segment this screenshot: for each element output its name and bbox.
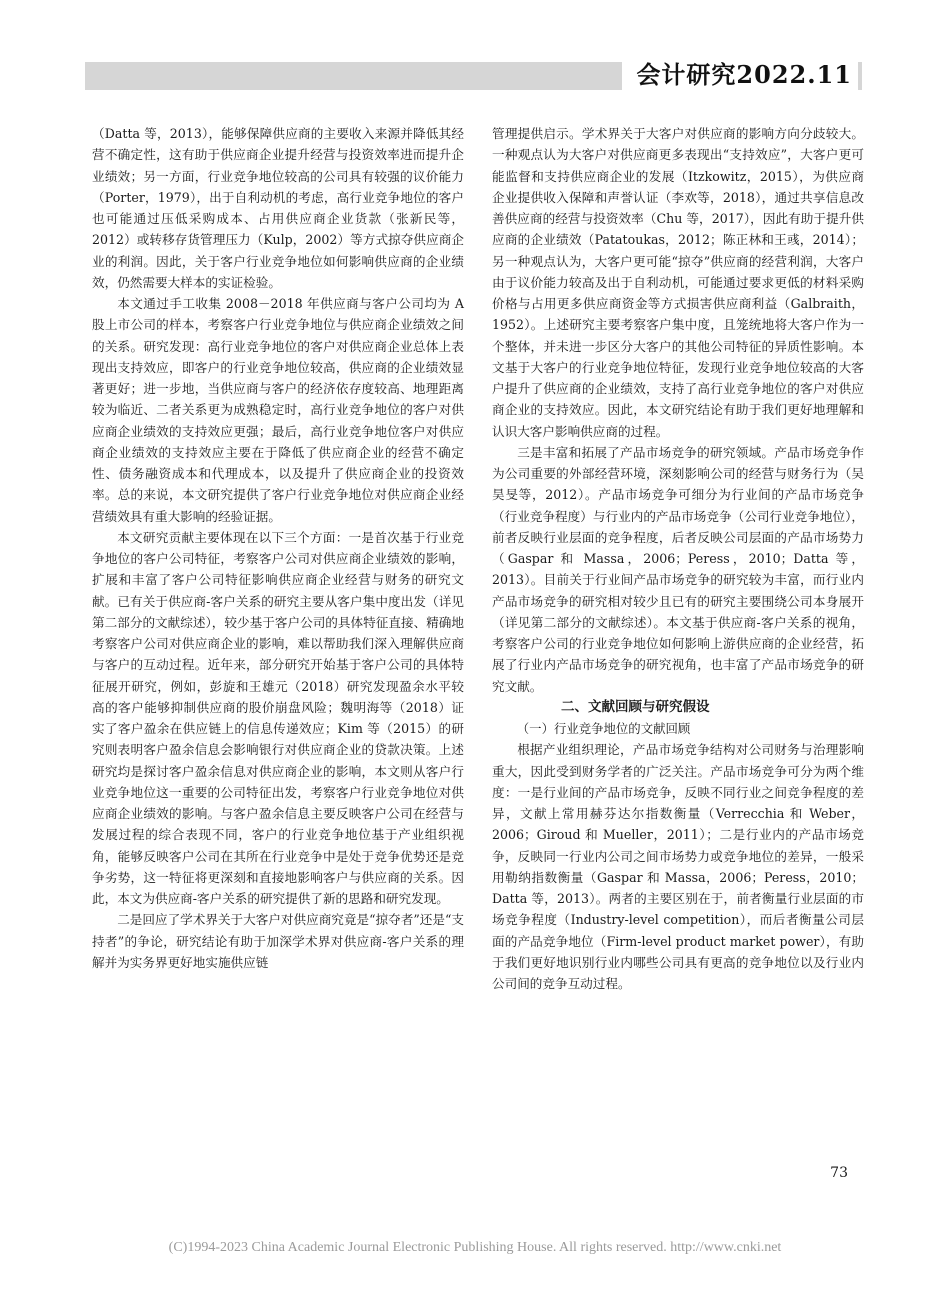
paragraph: （Datta 等，2013），能够保障供应商的主要收入来源并降低其经营不确定性，这有助于供应商企业提升经营与投资效率进而提升企业绩效；另一方面，行业竞争地位较高的公司具有较强的议价能力（Porter，1979），出于自利动机的考虑，高行业竞争地位的客户也可能通过压低采购成本、占用供应商企业货款（张新民等，2012）或转移存货管理压力（Kulp，2002）等方式掠夺供应商企业的利润。因此，关于客户行业竞争地位如何影响供应商的企业绩效，仍然需要大样本的实证检验。 (92, 126, 464, 290)
page-number: 73 (830, 1165, 848, 1181)
paragraph: 本文通过手工收集 2008－2018 年供应商与客户公司均为 A 股上市公司的样本，考察客户行业竞争地位与供应商企业绩效之间的关系。研究发现：高行业竞争地位的客户对供应商企业总体上表现出支持效应，即客户的行业竞争地位较高，供应商的企业绩效显著更好；进一步地，当供应商与客户的经济依存度较高、地理距离较为临近、二者关系更为成熟稳定时，高行业竞争地位的客户对供应商企业绩效的支持效应更强；最后，高行业竞争地位客户对供应商企业绩效的支持效应主要在于降低了供应商企业的经营不确定性、债务融资成本和代理成本，以及提升了供应商企业的投资效率。总的来说，本文研究提供了客户行业竞争地位对供应商企业经营绩效具有重大影响的经验证据。 (92, 296, 464, 524)
paragraph: 管理提供启示。学术界关于大客户对供应商的影响方向分歧较大。一种观点认为大客户对供应商更多表现出“支持效应”，大客户更可能监督和支持供应商企业的发展（Itzkowitz，2015），为供应商企业提供收入保障和声誉认证（李欢等，2018），通过共享信息改善供应商的经营与投资效率（Chu 等，2017），因此有助于提升供应商的企业绩效（Patatoukas，2012；陈正林和王彧，2014）；另一种观点认为，大客户更可能“掠夺”供应商的经营利润，大客户由于议价能力较高及出于自利动机，可能通过要求更低的材料采购价格与占用更多供应商资金等方式损害供应商利益（Galbraith，1952）。上述研究主要考察客户集中度，且笼统地将大客户作为一个整体，并未进一步区分大客户的其他公司特征的异质性影响。本文基于大客户的行业竞争地位特征，发现行业竞争地位较高的大客户提升了供应商的企业绩效，支持了高行业竞争地位的客户对供应商企业的支持效应。因此，本文研究结论有助于我们更好地理解和认识大客户影响供应商的过程。 (492, 126, 864, 439)
paragraph: 根据产业组织理论，产品市场竞争结构对公司财务与治理影响重大，因此受到财务学者的广泛关注。产品市场竞争可分为两个维度：一是行业间的产品市场竞争，反映不同行业之间竞争程度的差异，文献上常用赫芬达尔指数衡量（Verrecchia 和 Weber，2006；Giroud 和 Mueller，2011）；二是行业内的产品市场竞争，反映同一行业内公司之间市场势力或竞争地位的差异，一般采用勒纳指数衡量（Gaspar 和 Massa，2006；Peress，2010；Datta 等，2013）。两者的主要区别在于，前者衡量行业层面的市场竞争程度（Industry-level competition），而后者衡量公司层面的产品竞争地位（Firm-level product market power），有助于我们更好地识别行业内哪些公司具有更高的竞争地位以及行业内公司间的竞争互动过程。 (492, 742, 864, 991)
copyright-footer: (C)1994-2023 China Academic Journal Electronic Publishing House. All rights reserved. http://www.cnki.net (168, 1240, 782, 1255)
journal-issue-title: 会计研究2022.11 (622, 58, 858, 92)
right-column (492, 123, 864, 994)
paragraph: 本文研究贡献主要体现在以下三个方面：一是首次基于行业竞争地位的客户公司特征，考察客户公司对供应商企业绩效的影响，扩展和丰富了客户公司特征影响供应商企业经营与财务的研究文献。已有关于供应商-客户关系的研究主要从客户集中度出发（详见第二部分的文献综述），较少基于客户公司的具体特征直接、精确地考察客户公司对供应商企业的影响，难以帮助我们深入理解供应商与客户的互动过程。近年来，部分研究开始基于客户公司的具体特征展开研究，例如，彭旋和王雄元（2018）研究发现盈余水平较高的客户能够抑制供应商的股价崩盘风险；魏明海等（2018）证实了客户盈余在供应链上的信息传递效应；Kim 等（2015）的研究则表明客户盈余信息会影响银行对供应商企业的贷款决策。上述研究均是探讨客户盈余信息对供应商企业的影响，本文则从客户行业竞争地位这一重要的公司特征出发，考察客户行业竞争地位对供应商企业绩效的影响。与客户盈余信息主要反映客户公司在经营与发展过程的综合表现不同，客户的行业竞争地位基于产业组织视角，能够反映客户公司在其所在行业竞争中是处于竞争优势还是竞争劣势，这一特征将更深刻和直接地影响客户与供应商的关系。因此，本文为供应商-客户关系的研究提供了新的思路和研究发现。 (92, 529, 464, 906)
paragraph: 二是回应了学术界关于大客户对供应商究竟是“掠夺者”还是“支持者”的争论，研究结论有助于加深学术界对供应商-客户关系的理解并为实务界更好地实施供应链 (92, 912, 464, 970)
subsection-title: （一）行业竞争地位的文献回顾 (516, 721, 691, 736)
paragraph: 三是丰富和拓展了产品市场竞争的研究领域。产品市场竞争作为公司重要的外部经营环境，深刻影响公司的经营与财务行为（吴昊旻等，2012）。产品市场竞争可细分为行业间的产品市场竞争（行业竞争程度）与行业内的产品市场竞争（公司行业竞争地位），前者反映行业层面的竞争程度，后者反映公司层面的产品市场势力（Gaspar 和 Massa，2006；Peress，2010；Datta 等，2013）。目前关于行业间产品市场竞争的研究较为丰富，而行业内产品市场竞争的研究相对较少且已有的研究主要围绕公司本身展开（详见第二部分的文献综述）。本文基于供应商-客户关系的视角，考察客户公司的行业竞争地位如何影响上游供应商的企业经营，拓展了行业内产品市场竞争的研究视角，也丰富了产品市场竞争的研究文献。 (492, 444, 864, 694)
left-column (92, 123, 464, 973)
section-title: 二、文献回顾与研究假设 (561, 698, 710, 715)
